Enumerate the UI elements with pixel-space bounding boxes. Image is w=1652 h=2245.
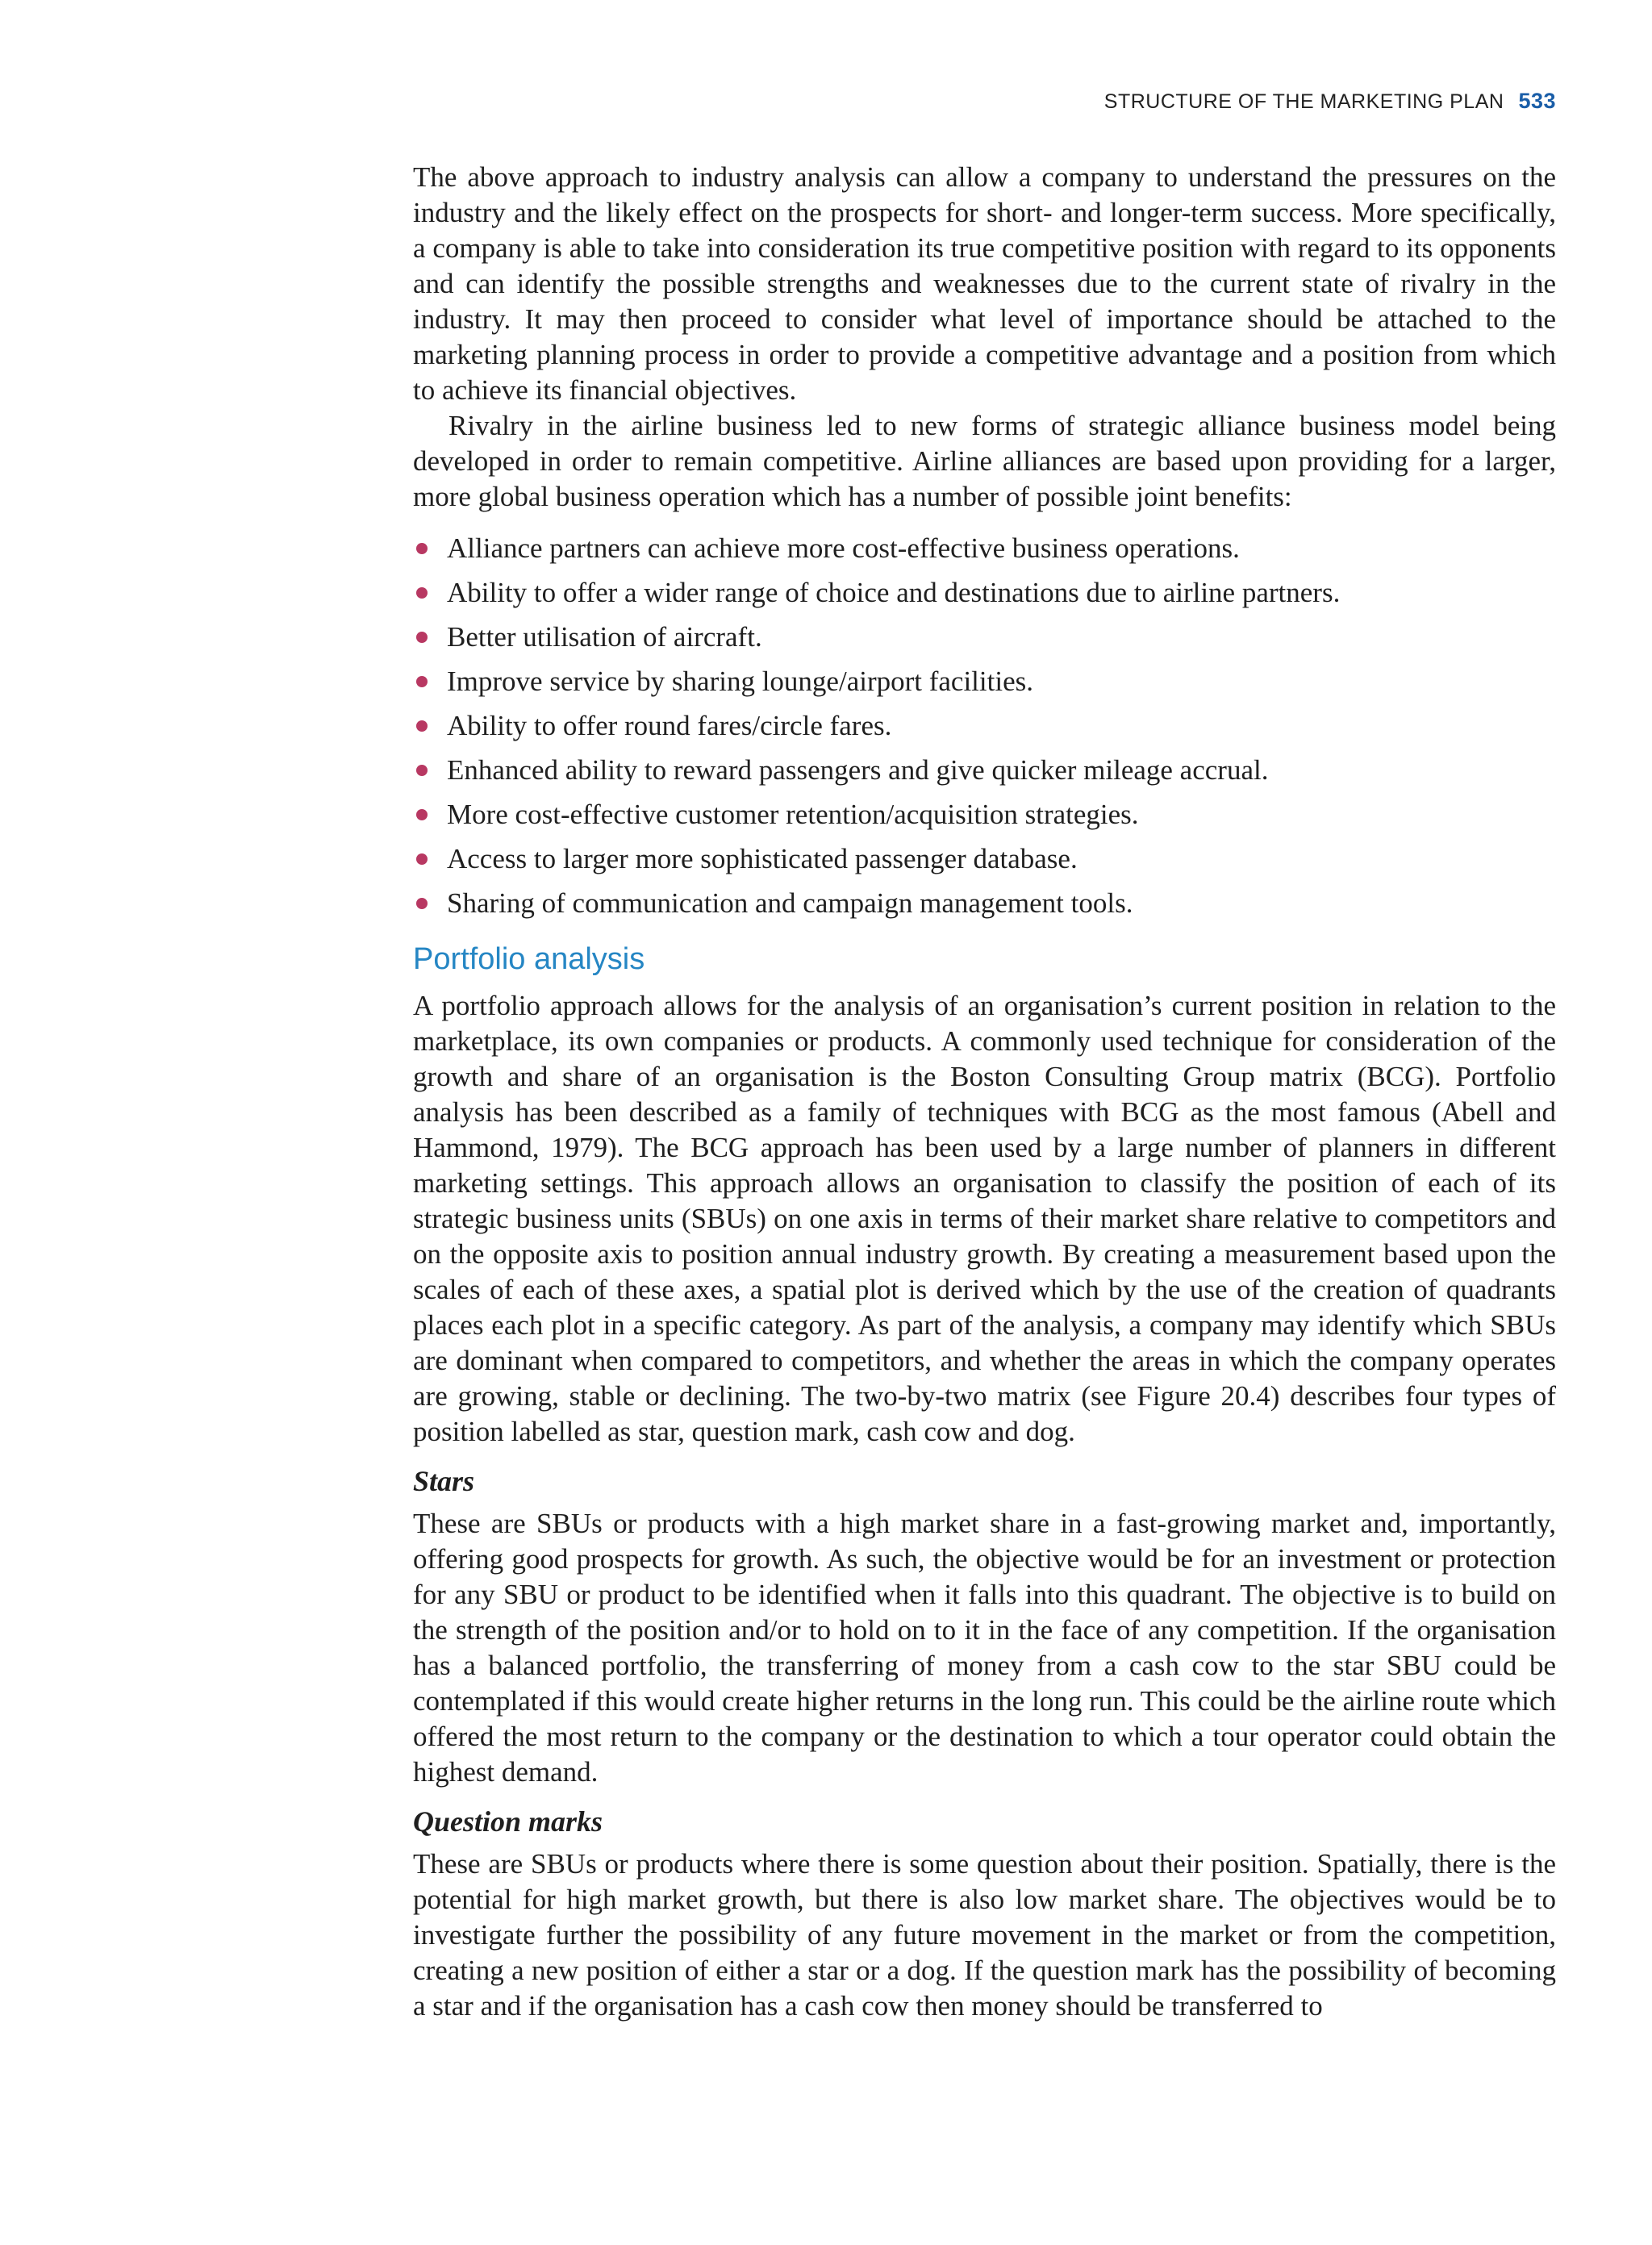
bullet-icon [416,765,428,776]
list-item [413,792,1556,837]
paragraph-stars: These are SBUs or products with a high market share in a fast-growing market and, importantly, offering good prospects for growth. As such, the objective would be for an investment or protection for any SBU or product to be identified when it falls into this quadrant. The objective is to build on the strength of the position and/or to hold on to it in the face of any competition. If the organisation has a balanced portfolio, the transferring of money from a cash cow to the star SBU could be contemplated if this would create higher returns in the long run. This could be the airline route which offered the most return to the company or the destination to which a tour operator could obtain the highest demand. [413,1508,1556,1788]
list-item [413,881,1556,925]
bullet-icon [416,898,428,909]
bullet-icon [416,853,428,865]
bullet-icon [416,587,428,599]
list-item [413,837,1556,881]
subheading-question-marks: Question marks [413,1805,603,1838]
list-item [413,659,1556,703]
list-item [413,748,1556,792]
bullet-icon [416,720,428,732]
list-item [413,703,1556,748]
running-title: STRUCTURE OF THE MARKETING PLAN [1103,90,1504,113]
running-header [1104,89,1556,114]
paragraph-industry-analysis: The above approach to industry analysis can allow a company to understand the pressures on the industry and the likely effect on the prospects for short- and longer-term success. More specifically, a company is able to take into consideration its true competitive position with regard to its opponents and can identify the possible strengths and weaknesses due to the current state of rivalry in the industry. It may then proceed to consider what level of importance should be attached to the marketing planning process in order to provide a competitive advantage and a position from which to achieve its financial objectives. [413,161,1556,406]
list-item-text: Better utilisation of aircraft. [447,621,762,653]
list-item [413,570,1556,615]
list-item-text: More cost-effective customer retention/acquisition strategies. [447,799,1139,830]
paragraph-airline-rivalry: Rivalry in the airline business led to new forms of strategic alliance business model being developed in order to remain competitive. Airline alliances are based upon providing for a larger, more global business operation which has a number of possible joint benefits: [413,410,1556,512]
list-item-text: Ability to offer a wider range of choice and destinations due to airline partners. [447,577,1341,608]
bullet-icon [416,676,428,687]
bullet-icon [416,543,428,554]
paragraph-question-marks: These are SBUs or products where there is some question about their position. Spatially, there is the potential for high market growth, but there is also low market share. The objectives would be to investigate further the possibility of any future movement in the market or from the competition, creating a new position of either a star or a dog. If the question mark has the possibility of becoming a star and if the organisation has a cash cow then money should be transferred to [413,1848,1556,2022]
list-item-text: Access to larger more sophisticated passenger database. [447,843,1078,874]
body-text [413,160,1556,2024]
list-item-text: Ability to offer round fares/circle fares. [447,710,892,741]
list-item-text: Enhanced ability to reward passengers and give quicker mileage accrual. [447,754,1269,786]
list-item-text: Alliance partners can achieve more cost-effective business operations. [447,532,1240,564]
page-number: 533 [1518,89,1556,113]
list-item-text: Sharing of communication and campaign management tools. [447,887,1133,919]
bullet-icon [416,809,428,820]
bullet-icon [416,632,428,643]
list-item-text: Improve service by sharing lounge/airport facilities. [447,666,1033,697]
list-item [413,615,1556,659]
list-item [413,526,1556,570]
paragraph-portfolio-approach: A portfolio approach allows for the analysis of an organisation’s current position in relation to the marketplace, its own companies or products. A commonly used technique for consideration of the growth and share of an organisation is the Boston Consulting Group matrix (BCG). Portfolio analysis has been described as a family of techniques with BCG as the most famous (Abell and Hammond, 1979). The BCG approach has been used by a large number of planners in different marketing settings. This approach allows an organisation to classify the position of each of its strategic business units (SBUs) on one axis in terms of their market share relative to competitors and on the opposite axis to position annual industry growth. By creating a measurement based upon the scales of each of these axes, a spatial plot is derived which by the use of the creation of quadrants places each plot in a specific category. As part of the analysis, a company may identify which SBUs are dominant when compared to competitors, and whether the areas in which the company operates are growing, stable or declining. The two-by-two matrix (see Figure 20.4) describes four types of position labelled as star, question mark, cash cow and dog. [413,990,1556,1447]
benefits-list [413,526,1556,925]
subheading-stars: Stars [413,1465,475,1497]
section-heading-portfolio-analysis: Portfolio analysis [413,942,645,976]
